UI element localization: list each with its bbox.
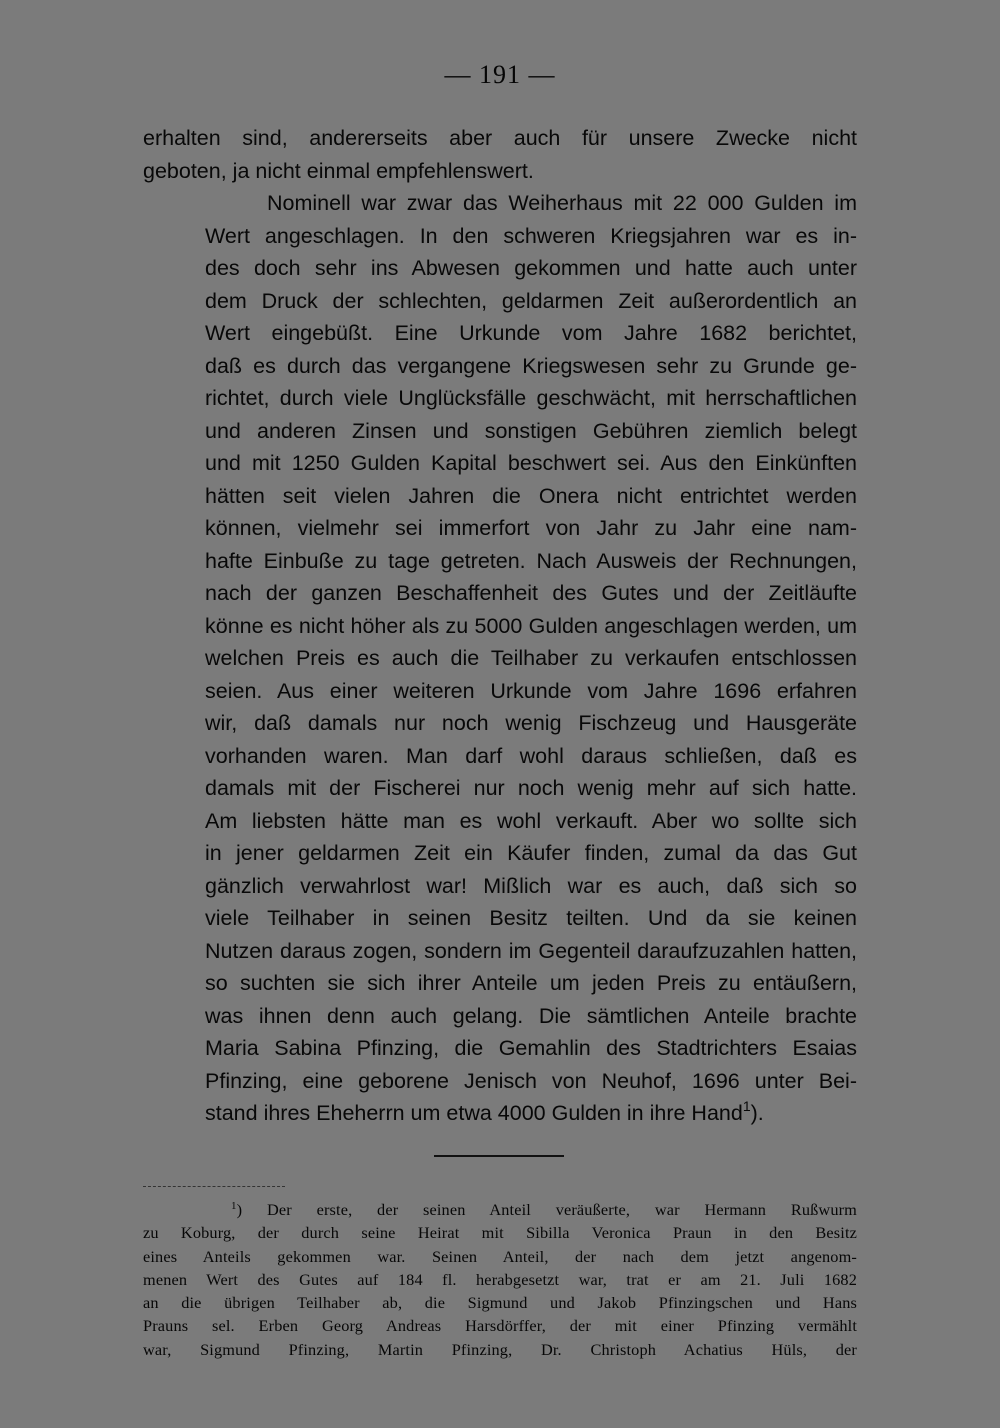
paragraph-1: [143, 122, 857, 187]
text-line: Nutzen daraus zogen, sondern im Gegenteil daraufzuzahlen hatten,: [205, 938, 857, 963]
text-line: vorhanden waren. Man darf wohl daraus schließen, daß es: [205, 743, 857, 768]
footnote-mark: 1: [231, 1200, 237, 1212]
text-line: richtet, durch viele Unglücksfälle geschwächt, mit herrschaftlichen: [205, 386, 857, 410]
footnote-line: eines Anteils gekommen war. Seinen Anteil, der nach dem jetzt angenom-: [143, 1246, 857, 1266]
footnote-line: menen Wert des Gutes auf 184 fl. herabgesetzt war, trat er am 21. Juli 1682: [143, 1269, 857, 1289]
text-line: was ihnen denn auch gelang. Die sämtlichen Anteile brachte: [205, 1003, 857, 1028]
text-line: so suchten sie sich ihrer Anteile um jeden Preis zu entäußern,: [205, 971, 857, 995]
main-text: [143, 122, 857, 1130]
footnote-mark-suffix: ): [236, 1200, 243, 1219]
footnote-line: an die übrigen Teilhaber ab, die Sigmund und Jakob Pfinzingschen und Hans: [143, 1293, 857, 1313]
footnote-line: [143, 1198, 857, 1221]
text-line: Nominell war zwar das Weiherhaus mit 22 000 Gulden im: [267, 191, 857, 215]
text-line: damals mit der Fischerei nur noch wenig mehr auf sich hatte.: [205, 776, 857, 800]
text-line: dem Druck der schlechten, geldarmen Zeit außerordentlich an: [205, 288, 857, 313]
footnote-rule: [143, 1186, 285, 1187]
footnotes: [143, 1198, 857, 1361]
text-line: und mit 1250 Gulden Kapital beschwert sei. Aus den Einkünften: [205, 451, 857, 475]
text-line: Am liebsten hätte man es wohl verkauft. Aber wo sollte sich: [205, 808, 857, 833]
text-line: könne es nicht höher als zu 5000 Gulden angeschlagen werden, um: [205, 613, 857, 638]
text-line: seien. Aus einer weiteren Urkunde vom Jahre 1696 erfahren: [205, 678, 857, 703]
footnote-line: Prauns sel. Erben Georg Andreas Harsdörffer, der mit einer Pfinzing vermählt: [143, 1316, 857, 1336]
text-line-content: stand ihres Eheherrn um etwa 4000 Gulden in ihre Hand: [205, 1101, 743, 1125]
text-line: Pfinzing, eine geborene Jenisch von Neuhof, 1696 unter Bei-: [205, 1068, 857, 1093]
footnote-1: [143, 1198, 857, 1361]
text-line: erhalten sind, andererseits aber auch für unsere Zwecke nicht: [143, 126, 857, 150]
page-number: — 191 —: [444, 60, 556, 89]
text-line: können, vielmehr sei immerfort von Jahr zu Jahr eine nam-: [205, 516, 857, 540]
paragraph-2: [143, 187, 857, 1130]
text-line: geboten, ja nicht einmal empfehlenswert.: [143, 158, 534, 183]
text-line: welchen Preis es auch die Teilhaber zu verkaufen entschlossen: [205, 646, 857, 670]
footnote-reference: 1: [742, 1098, 751, 1114]
footnote-line: zu Koburg, der durch seine Heirat mit Sibilla Veronica Praun in den Besitz: [143, 1223, 857, 1243]
text-line: nach der ganzen Beschaffenheit des Gutes und der Zeitläufte: [205, 581, 857, 605]
section-separator: [434, 1155, 564, 1157]
text-line: daß es durch das vergangene Kriegswesen sehr zu Grunde ge-: [205, 353, 857, 378]
text-line: hätten seit vielen Jahren die Onera nicht entrichtet werden: [205, 483, 857, 508]
text-line: [143, 1097, 857, 1130]
closing-punctuation: ).: [750, 1101, 764, 1125]
text-line: Wert angeschlagen. In den schweren Kriegsjahren war es in-: [205, 223, 857, 248]
text-line: in jener geldarmen Zeit ein Käufer finden, zumal da das Gut: [205, 841, 857, 865]
text-line: Wert eingebüßt. Eine Urkunde vom Jahre 1682 berichtet,: [205, 321, 857, 345]
text-line: viele Teilhaber in seinen Besitz teilten. Und da sie keinen: [205, 906, 857, 930]
text-line: des doch sehr ins Abwesen gekommen und hatte auch unter: [205, 256, 857, 280]
text-line: wir, daß damals nur noch wenig Fischzeug und Hausgeräte: [205, 711, 857, 735]
text-line: hafte Einbuße zu tage getreten. Nach Ausweis der Rechnungen,: [205, 548, 857, 573]
text-line: Maria Sabina Pfinzing, die Gemahlin des Stadtrichters Esaias: [205, 1036, 857, 1060]
text-line: gänzlich verwahrlost war! Mißlich war es auch, daß sich so: [205, 873, 857, 898]
footnote-line: war, Sigmund Pfinzing, Martin Pfinzing, Dr. Christoph Achatius Hüls, der: [143, 1339, 857, 1359]
text-line: und anderen Zinsen und sonstigen Gebühren ziemlich belegt: [205, 418, 857, 443]
footnote-line-content: Der erste, der seinen Anteil veräußerte, war Hermann Rußwurm: [266, 1200, 857, 1219]
